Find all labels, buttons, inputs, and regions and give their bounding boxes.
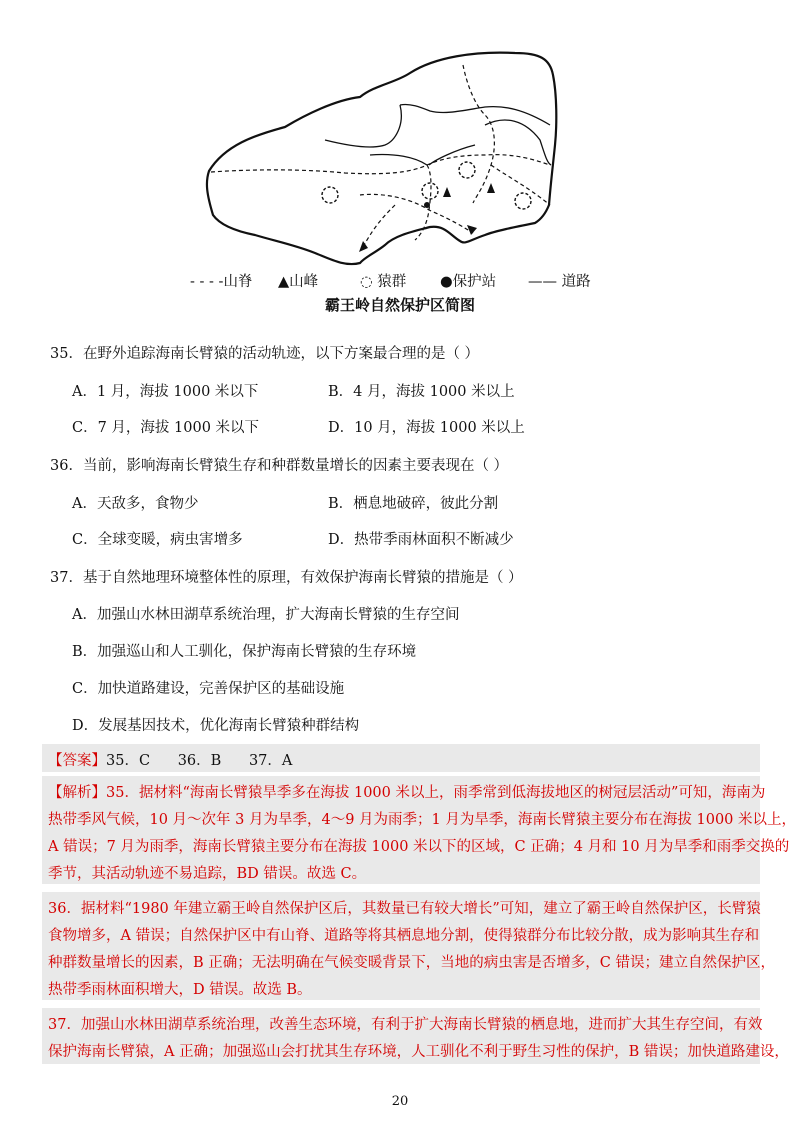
analysis-line: 【解析】35．据材料“海南长臂猿旱季多在海拔 1000 米以上，雨季常到低海拔地区的树冠层活动”可知，海南为: [48, 785, 766, 801]
analysis-label: 【解析】: [48, 785, 106, 801]
map-caption: 霸王岭自然保护区简图: [324, 296, 475, 314]
ridge-dash-symbol: - - - -: [190, 274, 224, 290]
analysis-line: 食物增多，A 错误；自然保护区中有山脊、道路等将其栖息地分割，使得猿群分布比较分散，成为影响其生存和: [48, 928, 760, 944]
answer-label: 【答案】: [48, 753, 106, 769]
question-36-option-c: C．全球变暖，病虫害增多: [72, 532, 243, 548]
troop-icon: [422, 183, 438, 199]
question-35-option-b: B．4 月，海拔 1000 米以上: [328, 384, 515, 400]
legend-ridge: - - - -山脊: [190, 274, 253, 290]
arrow-head: [467, 225, 477, 235]
legend-peak: ▲山峰: [278, 274, 319, 290]
map-legend: [190, 270, 620, 292]
peak-symbol-icon: ▲: [278, 274, 290, 290]
answer-line: [48, 749, 292, 770]
analysis-line: 36．据材料“1980 年建立霸王岭自然保护区后，其数量已有较大增长”可知，建立了霸王岭自然保护区，长臂猿: [48, 901, 761, 917]
road-line: [325, 105, 401, 147]
station-symbol-icon: ●: [440, 274, 453, 290]
troop-icon: [322, 187, 338, 203]
legend-troop: ◌ 猿群: [360, 274, 407, 290]
analysis-line: A 错误；7 月为雨季，海南长臂猿主要分布在海拔 1000 米以下的区域，C 正确；4 月和 10 月为旱季和雨季交换的: [48, 839, 790, 855]
peak-icon: [443, 187, 451, 197]
troop-icon: [459, 162, 475, 178]
peak-icon: [487, 183, 495, 193]
question-35-option-a: A．1 月，海拔 1000 米以下: [72, 384, 259, 400]
station-icon: [424, 202, 430, 208]
question-35-stem: 35．在野外追踪海南长臂猿的活动轨迹，以下方案最合理的是（ ）: [50, 346, 480, 362]
question-35-option-d: D．10 月，海拔 1000 米以上: [328, 420, 525, 436]
analysis-line: 种群数量增长的因素，B 正确；无法明确在气候变暖背景下，当地的病虫害是否增多，C 错误；建立自然保护区，: [48, 955, 775, 971]
ridge-line: [360, 194, 473, 233]
question-37-stem: 37．基于自然地理环境整体性的原理，有效保护海南长臂猿的措施是（ ）: [50, 570, 523, 586]
troop-symbol-icon: ◌: [360, 274, 373, 290]
question-36-stem: 36．当前，影响海南长臂猿生存和种群数量增长的因素主要表现在（ ）: [50, 458, 509, 474]
legend-road: —— 道路: [528, 274, 591, 290]
troop-icon: [515, 193, 531, 209]
question-37-option-b: B．加强巡山和人工驯化，保护海南长臂猿的生存环境: [72, 644, 417, 660]
road-line: [370, 154, 427, 165]
reserve-boundary: [207, 53, 556, 264]
road-symbol: ——: [528, 274, 557, 290]
analysis-line: 季节，其活动轨迹不易追踪，BD 错误。故选 C。: [48, 866, 367, 882]
road-line: [400, 104, 550, 125]
analysis-line: 热带季风气候，10 月～次年 3 月为旱季，4～9 月为雨季；1 月为旱季，海南长臂猿主要分布在海拔 1000 米以上，: [48, 812, 797, 828]
question-35-option-c: C．7 月，海拔 1000 米以下: [72, 420, 260, 436]
ridge-line: [491, 165, 550, 205]
question-36-option-b: B．栖息地破碎，彼此分割: [328, 496, 499, 512]
question-36-option-a: A．天敌多，食物少: [72, 496, 199, 512]
answer-text: 35．C 36．B 37．A: [106, 753, 293, 769]
legend-station: ●保护站: [440, 274, 497, 290]
question-37-option-a: A．加强山水林田湖草系统治理，扩大海南长臂猿的生存空间: [72, 607, 460, 623]
analysis-line: 37．加强山水林田湖草系统治理，改善生态环境，有利于扩大海南长臂猿的栖息地，进而扩大其生存空间，有效: [48, 1017, 763, 1033]
arrow-head: [359, 241, 368, 252]
question-37-option-c: C．加快道路建设，完善保护区的基础设施: [72, 681, 345, 697]
page-number: 20: [391, 1094, 409, 1109]
analysis-line: 保护海南长臂猿，A 正确；加强巡山会打扰其生存环境，人工驯化不利于野生习性的保护，B 错误；加快道路建设，: [48, 1044, 789, 1060]
analysis-line: 热带季雨林面积增大，D 错误。故选 B。: [48, 982, 312, 998]
reserve-map: [195, 45, 595, 267]
ridge-line: [463, 65, 494, 203]
question-37-option-d: D．发展基因技术，优化海南长臂猿种群结构: [72, 718, 360, 734]
question-36-option-d: D．热带季雨林面积不断减少: [328, 532, 514, 548]
